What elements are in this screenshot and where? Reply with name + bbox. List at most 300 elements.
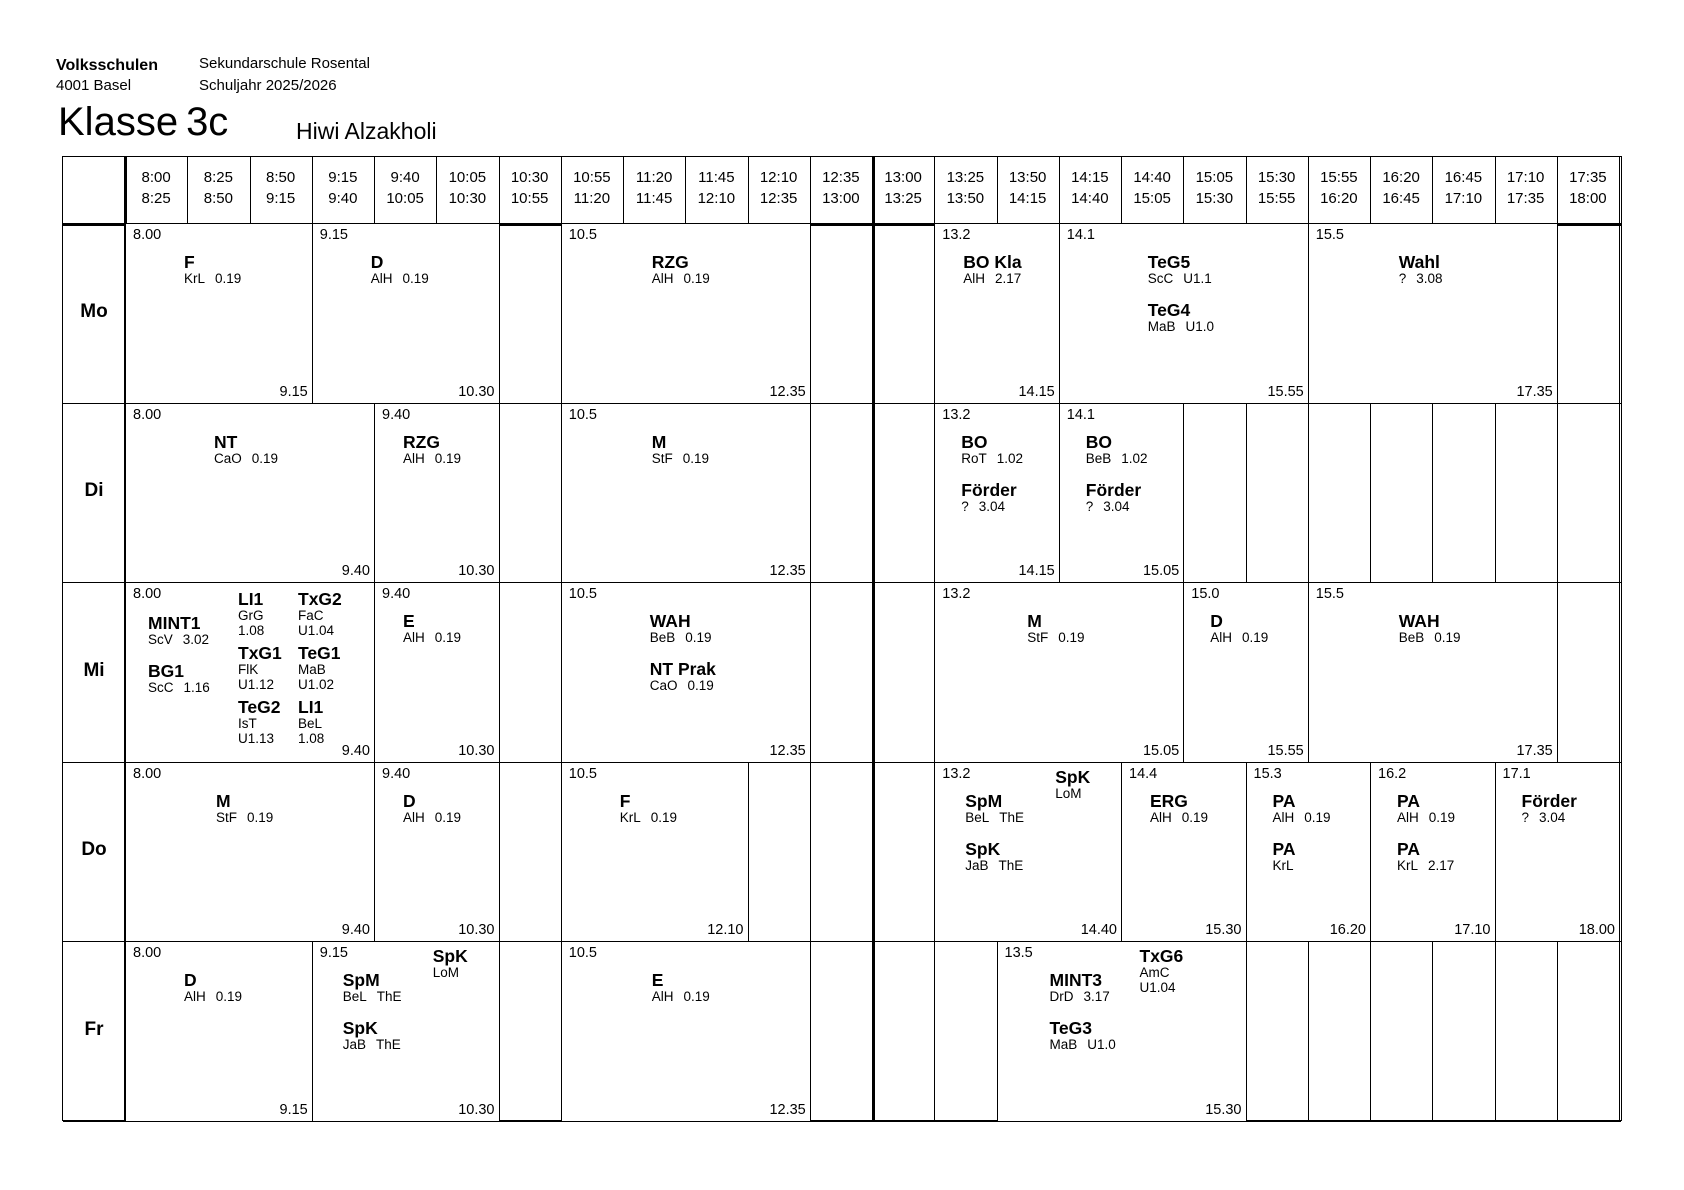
time-slot-end: 10:55 — [510, 190, 549, 207]
lesson-room: 0.19 — [434, 450, 462, 466]
block-end-time: 17.10 — [1454, 922, 1491, 938]
block-end-time: 15.30 — [1205, 922, 1242, 938]
time-slot-end: 11:45 — [635, 190, 673, 207]
lesson-entry[interactable] — [1272, 838, 1296, 873]
lesson-details — [238, 608, 264, 623]
lesson-teacher: AlH — [1397, 809, 1419, 825]
lesson-details — [298, 716, 324, 731]
lesson-entry[interactable] — [433, 948, 468, 980]
lesson-teacher: AlH — [1150, 809, 1172, 825]
time-slot-end: 10:30 — [448, 190, 487, 207]
lesson-entry[interactable] — [184, 254, 241, 286]
time-slot-start: 13:50 — [1008, 169, 1047, 186]
block-end-time: 10.30 — [458, 563, 495, 579]
lesson-room: 0.19 — [402, 271, 429, 286]
lesson-details — [298, 608, 342, 623]
lesson-room: ThE — [376, 989, 402, 1004]
time-slot-start: 10:30 — [510, 169, 549, 186]
time-slot-header — [374, 167, 436, 209]
lesson-room: 0.19 — [1434, 630, 1461, 645]
lesson-details — [148, 680, 210, 695]
lesson-entry[interactable] — [1050, 972, 1110, 1004]
time-slot-header — [250, 167, 312, 209]
lesson-entry[interactable] — [148, 615, 209, 647]
lesson-teacher: FaC — [298, 608, 324, 623]
lesson-details — [1027, 630, 1084, 645]
block-start-time: 15.0 — [1191, 586, 1220, 602]
grid-vline — [872, 157, 875, 1120]
lesson-subject: M — [216, 790, 231, 811]
block-start-time: 14.1 — [1066, 227, 1095, 243]
block-start-time: 17.1 — [1502, 765, 1531, 782]
lesson-details — [403, 451, 461, 466]
lesson-entry[interactable] — [214, 431, 279, 466]
lesson-block[interactable] — [1370, 762, 1496, 943]
lesson-entry[interactable] — [403, 613, 461, 645]
time-slot-end: 13:50 — [946, 190, 985, 207]
lesson-block[interactable] — [374, 762, 500, 943]
lesson-details — [1273, 858, 1296, 873]
lesson-block[interactable] — [312, 941, 500, 1122]
lesson-room: U1.04 — [298, 623, 335, 638]
lesson-entry[interactable] — [1140, 948, 1184, 995]
lesson-block[interactable] — [561, 403, 811, 584]
time-slot-end: 15:30 — [1195, 190, 1234, 207]
time-slot-header — [1121, 167, 1183, 209]
lesson-entry[interactable] — [238, 645, 282, 692]
lesson-block[interactable] — [561, 762, 749, 943]
lesson-room: 0.19 — [1058, 630, 1085, 645]
lesson-subject: SpK — [965, 838, 1001, 859]
lesson-entry[interactable] — [298, 591, 342, 638]
lesson-entry[interactable] — [298, 699, 324, 746]
lesson-subject: M — [651, 431, 667, 452]
lesson-entry[interactable] — [1397, 838, 1455, 873]
lesson-entry[interactable] — [1050, 1020, 1116, 1052]
time-slot-end: 10:05 — [386, 190, 424, 207]
lesson-room: 0.19 — [685, 630, 712, 645]
lesson-entry[interactable] — [961, 479, 1017, 514]
time-slot-start: 15:05 — [1195, 169, 1234, 186]
lesson-entry[interactable] — [403, 431, 462, 466]
time-slot-header — [1370, 167, 1432, 209]
lesson-room: 2.17 — [995, 271, 1022, 286]
lesson-block[interactable] — [1183, 582, 1309, 763]
lesson-room: 3.08 — [1416, 271, 1443, 286]
lesson-entry[interactable] — [961, 431, 1024, 466]
org-city: 4001 Basel — [56, 77, 132, 94]
lesson-details — [1050, 989, 1110, 1004]
lesson-room: 3.04 — [978, 498, 1006, 514]
org-name: Volksschulen — [56, 57, 158, 74]
time-slot-start: 10:55 — [573, 169, 611, 186]
time-slot-header — [810, 167, 872, 209]
lesson-details — [1086, 499, 1141, 514]
time-slot-end: 15:05 — [1133, 190, 1171, 207]
time-slot-header — [1246, 167, 1308, 209]
time-slot-end: 17:35 — [1506, 190, 1545, 207]
time-slot-end: 12:35 — [759, 190, 798, 207]
lesson-entry[interactable] — [343, 972, 402, 1004]
time-slot-end: 17:10 — [1444, 190, 1483, 207]
lesson-subject: M — [1027, 611, 1042, 631]
lesson-entry[interactable] — [238, 699, 280, 746]
lesson-subject: SpK — [1055, 766, 1091, 787]
lesson-entry[interactable] — [963, 254, 1021, 286]
lesson-subject: Förder — [961, 479, 1017, 500]
lesson-subject: E — [403, 611, 415, 631]
lesson-subject: RZG — [403, 431, 440, 452]
block-start-time: 15.5 — [1315, 586, 1344, 602]
lesson-subject: BG1 — [148, 661, 184, 681]
block-end-time: 15.05 — [1142, 742, 1180, 759]
lesson-teacher: ? — [961, 498, 969, 514]
lesson-entry[interactable] — [965, 838, 1024, 873]
lesson-entry[interactable] — [371, 254, 429, 286]
lesson-teacher: StF — [651, 450, 673, 466]
lesson-entry[interactable] — [651, 431, 710, 466]
lesson-entry[interactable] — [1272, 790, 1331, 825]
lesson-details — [1150, 810, 1208, 825]
teacher-name: Hiwi Alzakholi — [296, 118, 437, 144]
lesson-room: 0.19 — [434, 809, 462, 825]
lesson-teacher: ScV — [148, 632, 173, 647]
time-slot-header — [125, 167, 187, 209]
block-end-time: 10.30 — [458, 383, 495, 400]
lesson-room: 3.17 — [1083, 989, 1110, 1004]
lesson-subject: SpM — [342, 970, 380, 990]
lesson-teacher: KrL — [1272, 857, 1294, 873]
lesson-entry[interactable] — [965, 790, 1025, 825]
time-slot-start: 11:20 — [635, 169, 673, 186]
lesson-details — [1086, 451, 1148, 466]
lesson-entry[interactable] — [1210, 613, 1268, 645]
lesson-details — [1397, 858, 1454, 873]
lesson-block[interactable] — [125, 762, 375, 943]
lesson-subject: D — [403, 790, 416, 811]
time-slot-header — [1495, 167, 1557, 209]
lesson-room: U1.13 — [238, 731, 275, 746]
time-slot-header — [436, 167, 498, 209]
lesson-subject: D — [184, 970, 197, 990]
lesson-entry[interactable] — [238, 591, 264, 638]
block-start-time: 14.4 — [1129, 765, 1158, 782]
lesson-teacher: ScC — [1147, 271, 1174, 286]
lesson-entry[interactable] — [619, 790, 678, 825]
lesson-block[interactable] — [934, 223, 1060, 404]
lesson-details — [963, 271, 1021, 286]
lesson-details — [620, 810, 677, 825]
lesson-subject: PA — [1397, 838, 1421, 859]
lesson-subject: SpK — [432, 946, 468, 966]
block-start-time: 8.00 — [133, 945, 162, 961]
lesson-room: U1.04 — [1139, 980, 1176, 995]
lesson-entry[interactable] — [1055, 766, 1091, 801]
lesson-details — [1148, 271, 1212, 286]
lesson-subject: TeG5 — [1147, 252, 1191, 272]
lesson-room: ThE — [999, 809, 1025, 825]
lesson-entry[interactable] — [1399, 613, 1461, 645]
lesson-room: 0.19 — [687, 678, 714, 693]
lesson-block[interactable] — [1308, 223, 1558, 404]
lesson-room: 0.19 — [1181, 809, 1209, 825]
lesson-room: U1.1 — [1183, 271, 1212, 286]
lesson-teacher: AlH — [403, 809, 425, 825]
lesson-entry[interactable] — [343, 1020, 401, 1052]
lesson-entry[interactable] — [298, 645, 340, 692]
lesson-entry[interactable] — [1397, 790, 1456, 825]
time-slot-start: 13:25 — [946, 169, 985, 186]
time-slot-header — [997, 167, 1059, 209]
block-start-time: 15.3 — [1253, 765, 1282, 782]
time-slot-start: 17:10 — [1506, 169, 1545, 186]
lesson-subject: TeG4 — [1147, 300, 1191, 320]
lesson-block[interactable] — [561, 582, 811, 763]
time-slot-end: 8:25 — [141, 190, 171, 207]
lesson-room: 0.19 — [247, 809, 274, 825]
lesson-teacher: AmC — [1139, 965, 1170, 980]
block-start-time: 13.2 — [942, 765, 971, 782]
day-label-mi: Mi — [83, 659, 105, 681]
time-slot-end: 11:20 — [573, 190, 611, 207]
lesson-entry[interactable] — [1150, 790, 1209, 825]
time-slot-header — [748, 167, 810, 209]
lesson-subject: ERG — [1150, 790, 1188, 811]
time-slot-header — [872, 167, 934, 209]
lesson-details — [965, 810, 1024, 825]
lesson-teacher: GrG — [238, 608, 264, 623]
lesson-entry[interactable] — [403, 790, 462, 825]
lesson-details — [1140, 965, 1184, 980]
time-slot-end: 12:10 — [697, 190, 736, 207]
lesson-entry[interactable] — [650, 613, 712, 645]
block-end-time: 17.35 — [1516, 383, 1553, 400]
lesson-block[interactable] — [1059, 403, 1185, 584]
lesson-room: U1.12 — [238, 677, 275, 692]
lesson-room: 0.19 — [434, 630, 462, 645]
lesson-entry[interactable] — [1148, 302, 1214, 334]
lesson-block[interactable] — [1308, 582, 1558, 763]
lesson-teacher: BeL — [342, 989, 367, 1004]
block-end-time: 9.40 — [341, 742, 370, 759]
lesson-room: 1.08 — [298, 731, 325, 746]
lesson-details — [1399, 271, 1443, 286]
time-slot-start: 8:50 — [266, 169, 296, 186]
block-end-time: 9.15 — [279, 383, 308, 400]
block-end-time: 15.55 — [1267, 383, 1304, 400]
lesson-teacher: AlH — [370, 271, 393, 286]
lesson-room: 0.19 — [1304, 809, 1331, 825]
time-slot-end: 9:40 — [328, 190, 358, 207]
lesson-subject: Förder — [1085, 479, 1142, 500]
lesson-entry[interactable] — [1085, 479, 1142, 514]
lesson-details — [961, 451, 1023, 466]
time-slot-header — [1557, 167, 1619, 209]
school-name: Sekundarschule Rosental — [199, 55, 370, 72]
time-slot-header — [685, 167, 747, 209]
lesson-teacher: BeB — [1085, 450, 1112, 466]
lesson-details — [148, 632, 209, 647]
time-slot-header — [312, 167, 374, 209]
lesson-block[interactable] — [374, 582, 500, 763]
lesson-details — [403, 630, 461, 645]
lesson-subject: SpM — [965, 790, 1003, 811]
lesson-teacher: FlK — [238, 662, 259, 677]
lesson-details — [184, 271, 241, 286]
lesson-entry[interactable] — [216, 790, 274, 825]
lesson-details — [403, 810, 461, 825]
lesson-teacher: BeL — [298, 716, 323, 731]
lesson-subject: MINT3 — [1049, 970, 1102, 990]
time-slot-end: 13:25 — [884, 190, 922, 207]
lesson-subject: TxG6 — [1139, 946, 1184, 966]
school-year: Schuljahr 2025/2026 — [199, 77, 337, 94]
lesson-teacher: ? — [1521, 809, 1530, 825]
block-start-time: 8.00 — [133, 227, 162, 243]
lesson-subject: PA — [1272, 838, 1296, 859]
klasse-value: 3c — [186, 100, 229, 144]
lesson-block[interactable] — [1495, 762, 1621, 943]
block-start-time: 10.5 — [568, 227, 597, 243]
block-end-time: 14.15 — [1018, 383, 1055, 400]
lesson-subject: LI1 — [298, 697, 324, 717]
lesson-details — [1397, 810, 1455, 825]
lesson-teacher: AlH — [1272, 809, 1295, 825]
block-end-time: 10.30 — [458, 1101, 495, 1118]
klasse-label: Klasse — [58, 100, 179, 144]
lesson-teacher: IsT — [238, 716, 257, 731]
block-start-time: 8.00 — [133, 765, 162, 782]
time-slot-end: 18:00 — [1569, 190, 1607, 207]
lesson-entry[interactable] — [184, 972, 242, 1004]
time-slot-end: 16:20 — [1320, 190, 1358, 207]
time-slot-start: 14:40 — [1133, 169, 1171, 186]
lesson-teacher: JaB — [342, 1037, 367, 1052]
lesson-entry[interactable] — [1085, 431, 1148, 466]
lesson-details — [650, 630, 712, 645]
time-slot-start: 8:00 — [141, 169, 171, 186]
lesson-block[interactable] — [125, 941, 313, 1122]
lesson-subject: Förder — [1521, 790, 1577, 811]
lesson-block[interactable] — [997, 941, 1247, 1122]
lesson-block[interactable] — [374, 403, 500, 584]
lesson-block[interactable] — [934, 762, 1122, 943]
time-slot-header — [561, 167, 623, 209]
lesson-teacher: MaB — [1147, 319, 1176, 334]
page-title — [58, 98, 236, 146]
day-label-di: Di — [84, 480, 104, 502]
lesson-entry[interactable] — [652, 972, 710, 1004]
lesson-block[interactable] — [561, 941, 811, 1122]
block-end-time: 9.40 — [341, 922, 370, 938]
lesson-teacher: AlH — [651, 271, 674, 286]
lesson-subject: Wahl — [1398, 252, 1440, 272]
time-slot-header — [1308, 167, 1370, 209]
lesson-entry[interactable] — [1148, 254, 1212, 286]
lesson-subject: NT Prak — [649, 659, 716, 679]
grid-vline — [1619, 157, 1620, 1120]
lesson-teacher: MaB — [1049, 1037, 1078, 1052]
lesson-teacher: ScC — [148, 680, 174, 695]
lesson-subject: BO — [1085, 431, 1112, 452]
lesson-block[interactable] — [125, 223, 313, 404]
lesson-details — [343, 1037, 401, 1052]
lesson-room: 0.19 — [1428, 809, 1456, 825]
lesson-room: 0.19 — [251, 450, 279, 466]
lesson-block[interactable] — [125, 403, 375, 584]
lesson-subject: TeG1 — [298, 643, 341, 663]
lesson-details — [1273, 810, 1331, 825]
lesson-details — [1055, 786, 1090, 801]
lesson-block[interactable] — [1059, 223, 1309, 404]
lesson-teacher: KrL — [1397, 857, 1419, 873]
lesson-block[interactable] — [1246, 762, 1372, 943]
lesson-room: ThE — [998, 857, 1024, 873]
lesson-room: U1.0 — [1087, 1037, 1116, 1052]
block-end-time: 15.05 — [1142, 563, 1180, 579]
block-start-time: 16.2 — [1378, 765, 1407, 782]
time-slot-header — [934, 167, 996, 209]
lesson-subject: SpK — [342, 1018, 378, 1038]
lesson-entry[interactable] — [148, 663, 210, 695]
lesson-subject: E — [651, 970, 664, 990]
block-start-time: 10.5 — [568, 586, 597, 602]
lesson-block[interactable] — [312, 223, 500, 404]
time-slot-end: 8:50 — [203, 190, 233, 207]
lesson-subject: D — [370, 252, 384, 272]
time-slot-start: 9:15 — [328, 169, 358, 186]
lesson-teacher: KrL — [619, 809, 641, 825]
block-start-time: 13.2 — [942, 227, 971, 243]
time-slot-header — [1059, 167, 1121, 209]
lesson-details — [652, 271, 710, 286]
day-label-fr: Fr — [84, 1018, 104, 1040]
lesson-block[interactable] — [934, 582, 1184, 763]
lesson-entry[interactable] — [1521, 790, 1577, 825]
block-end-time: 12.35 — [769, 563, 806, 579]
lesson-entry[interactable] — [1399, 254, 1443, 286]
day-label-do: Do — [81, 839, 107, 861]
lesson-block[interactable] — [1121, 762, 1247, 943]
time-slot-end: 14:40 — [1071, 190, 1109, 207]
time-slot-end: 13:00 — [822, 190, 860, 207]
lesson-block[interactable] — [125, 582, 375, 763]
time-slot-header — [1183, 167, 1245, 209]
lesson-subject: WAH — [649, 611, 691, 631]
lesson-block[interactable] — [561, 223, 811, 404]
lesson-block[interactable] — [934, 403, 1060, 584]
lesson-subject: NT — [214, 431, 238, 452]
lesson-teacher: AlH — [1210, 630, 1233, 645]
lesson-teacher: CaO — [214, 450, 242, 466]
lesson-teacher: ? — [1398, 271, 1407, 286]
time-slot-start: 17:35 — [1569, 169, 1607, 186]
block-start-time: 10.5 — [568, 765, 597, 782]
lesson-entry[interactable] — [1027, 613, 1084, 645]
lesson-entry[interactable] — [650, 661, 716, 693]
lesson-details — [238, 662, 282, 677]
time-slot-start: 13:00 — [884, 169, 922, 186]
time-slot-header — [1432, 167, 1494, 209]
lesson-subject: TxG1 — [238, 643, 282, 663]
lesson-teacher: LoM — [1055, 785, 1082, 801]
lesson-teacher: LoM — [432, 965, 460, 980]
block-end-time: 12.35 — [769, 742, 806, 759]
block-start-time: 14.1 — [1066, 406, 1095, 423]
lesson-entry[interactable] — [652, 254, 710, 286]
lesson-details — [216, 810, 273, 825]
lesson-subject: D — [1210, 611, 1223, 631]
